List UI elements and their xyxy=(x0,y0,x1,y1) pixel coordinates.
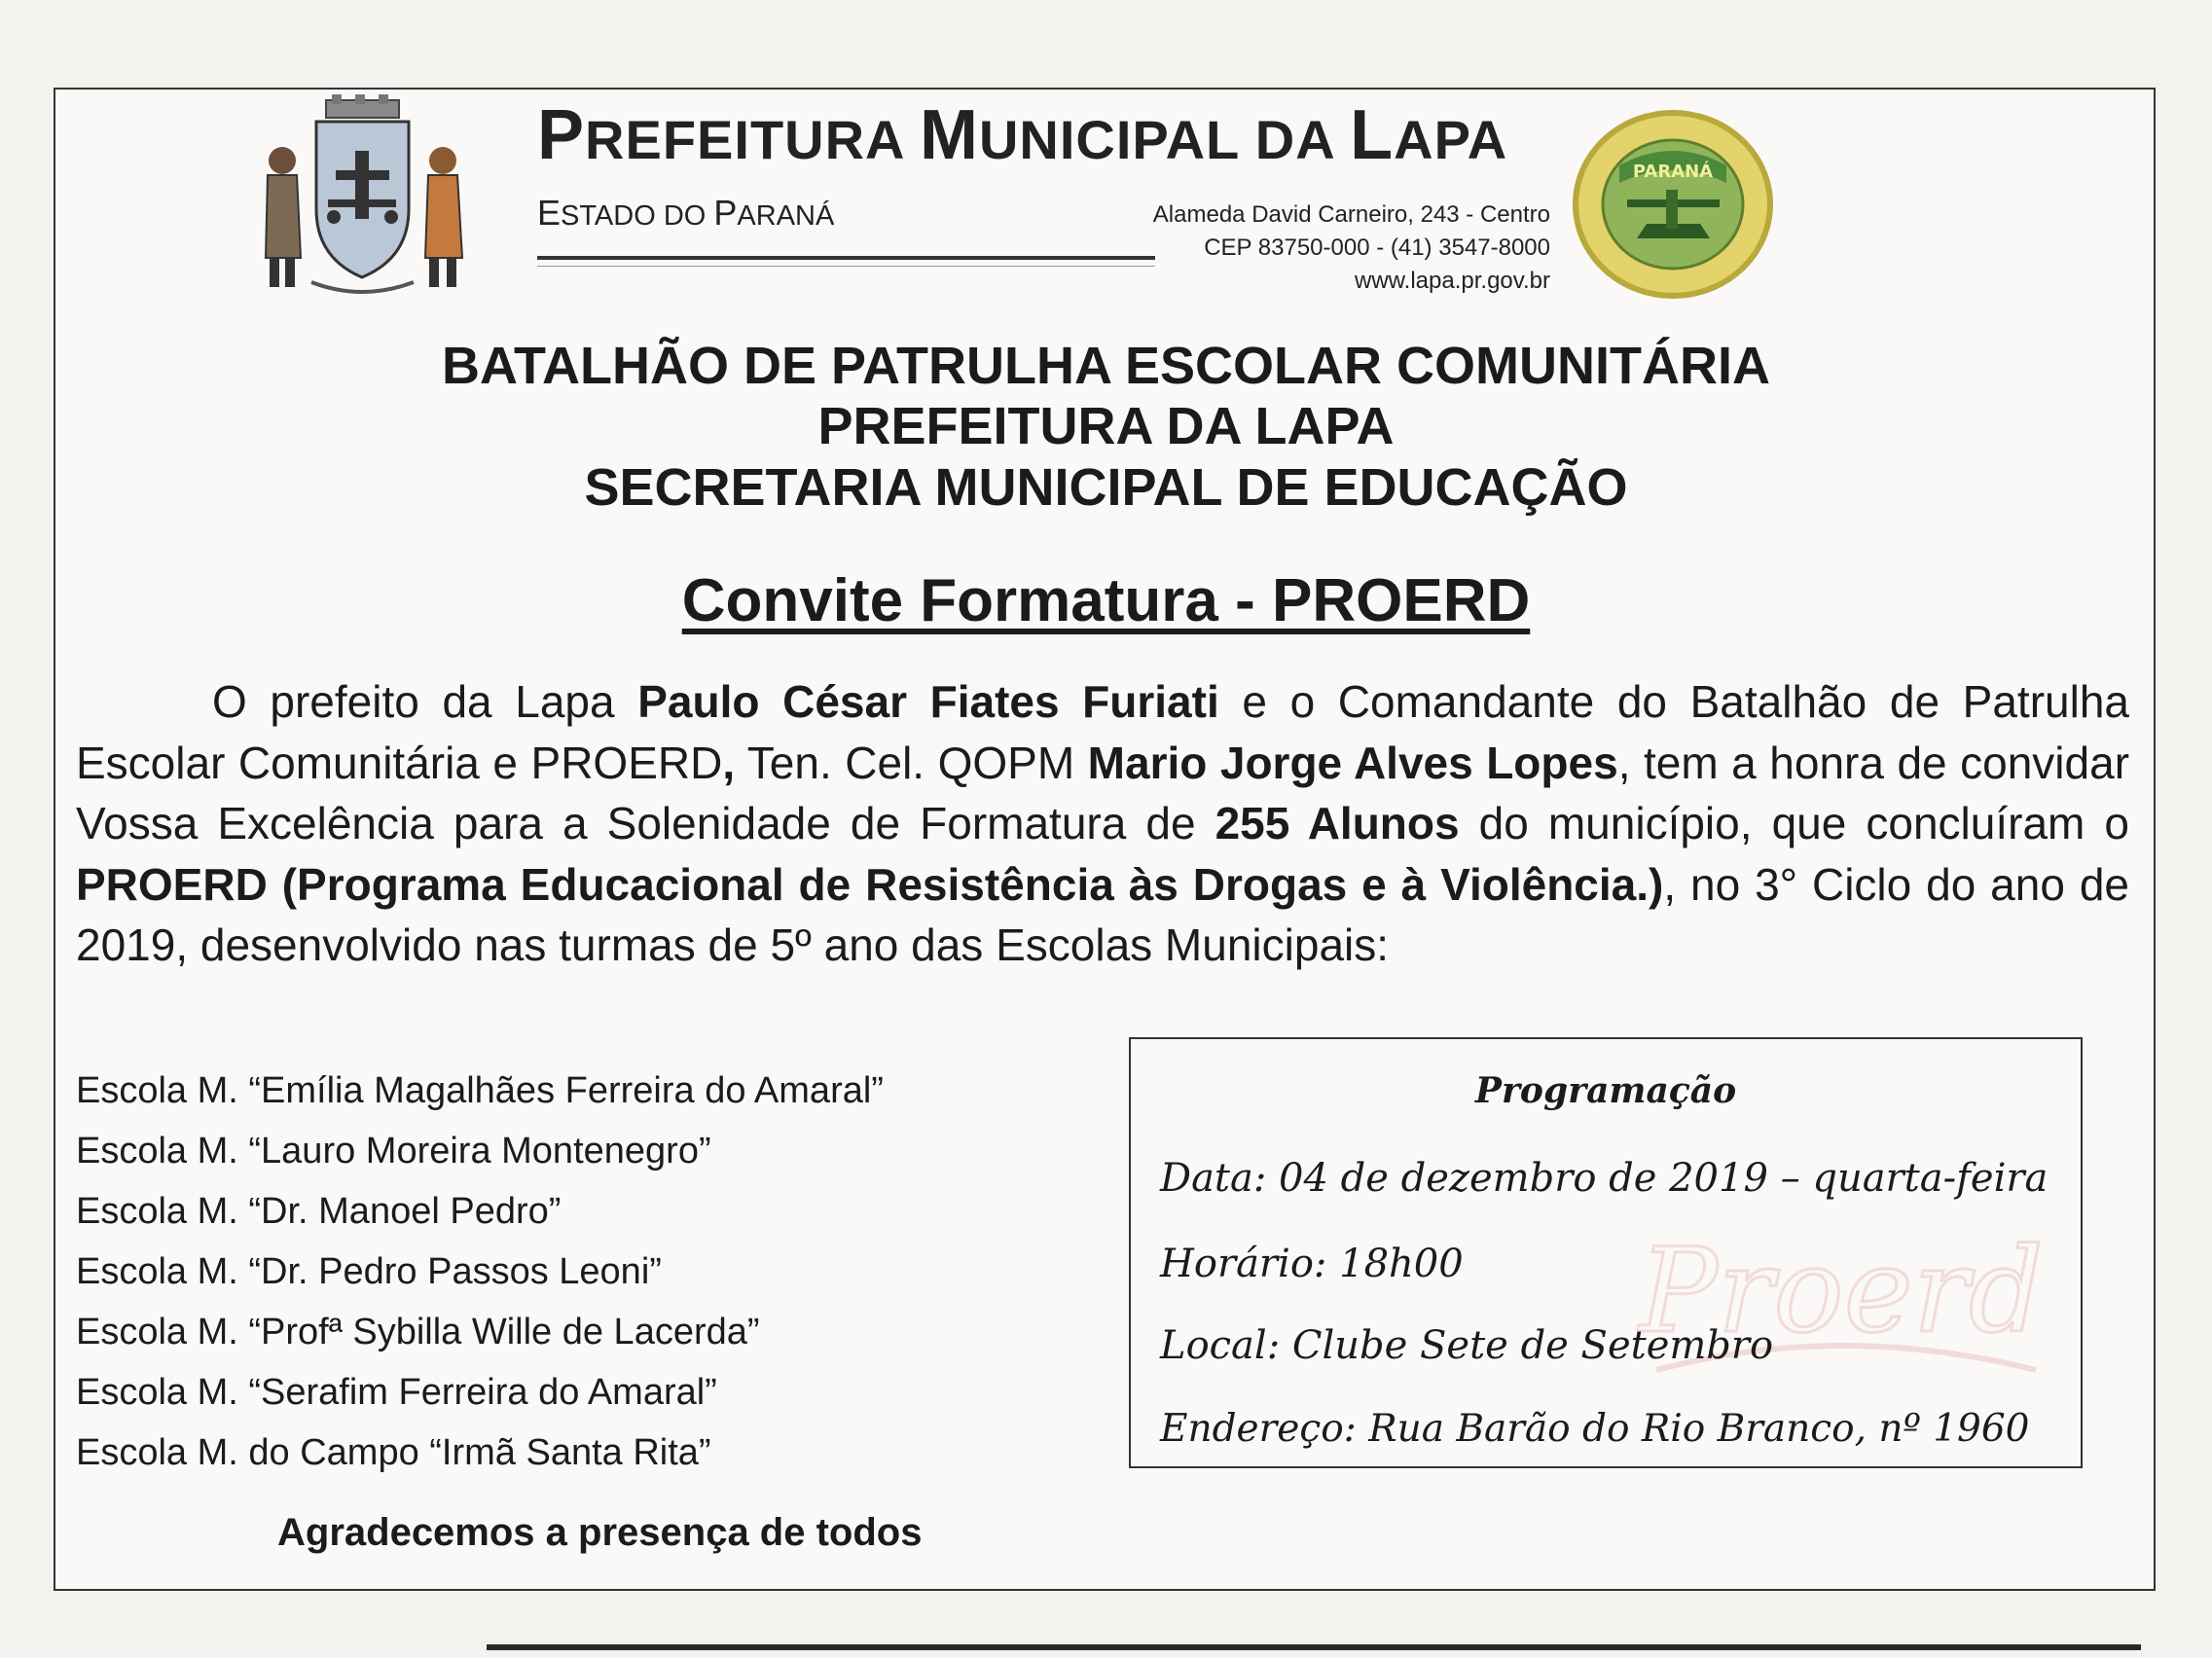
list-item: Escola M. “Dr. Pedro Passos Leoni” xyxy=(76,1251,662,1292)
address-line: Alameda David Carneiro, 243 - Centro xyxy=(1152,201,1550,228)
student-count: 255 Alunos xyxy=(1215,798,1460,848)
list-item: Escola M. do Campo “Irmã Santa Rita” xyxy=(76,1432,711,1473)
state-subtitle: ESTADO DO PARANÁ xyxy=(537,193,835,233)
mayor-name: Paulo César Fiates Furiati xyxy=(637,676,1219,727)
schools-list xyxy=(76,1061,1107,1483)
list-item: Escola M. “Serafim Ferreira do Amaral” xyxy=(76,1372,717,1413)
list-item: Escola M. “Emília Magalhães Ferreira do Amaral” xyxy=(76,1070,884,1111)
postal-phone-line: CEP 83750-000 - (41) 3547-8000 xyxy=(1204,234,1550,261)
commander-name: Mario Jorge Alves Lopes xyxy=(1087,737,1618,788)
svg-text:Proerd: Proerd xyxy=(1639,1224,2044,1359)
org-line-prefeitura: PREFEITURA DA LAPA xyxy=(817,397,1395,455)
program-name: PROERD (Programa Educacional de Resistência às Drogas e à Violência.) xyxy=(76,858,1664,910)
header-rule xyxy=(537,256,1155,260)
closing-text: Agradecemos a presença de todos xyxy=(277,1511,923,1554)
list-item: Escola M. “Lauro Moreira Montenegro” xyxy=(76,1131,711,1171)
seal-label: PARANÁ xyxy=(1632,162,1714,182)
parana-state-seal xyxy=(1569,107,1778,302)
invitation-paragraph: O prefeito da Lapa Paulo César Fiates Furiati e o Comandante do Batalhão de Patrulha Escolar Comunitária e PROERD, Ten. Cel. QOPM Mario Jorge Alves Lopes, tem a honra de convidar Vossa Excelência para a Solenidade de Formatura de 255 Alunos do município, que concluíram o PROERD (Programa Educacional de Resistência às Drogas e à Violência.), no 3° Ciclo do ano de 2019, desenvolvido nas turmas de 5º ano das Escolas Municipais: xyxy=(76,676,2130,970)
org-line-batalhao: BATALHÃO DE PATRULHA ESCOLAR COMUNITÁRIA xyxy=(442,337,1770,395)
program-time: Horário: 18h00 xyxy=(1160,1242,1464,1286)
header-rule-thin xyxy=(537,266,1155,267)
document-title: Convite Formatura - PROERD xyxy=(681,567,1531,634)
bottom-rule xyxy=(487,1644,2141,1650)
program-heading: Programação xyxy=(1474,1070,1737,1111)
org-line-secretaria: SECRETARIA MUNICIPAL DE EDUCAÇÃO xyxy=(584,458,1628,517)
lapa-coat-of-arms xyxy=(258,92,467,302)
program-address: Endereço: Rua Barão do Rio Branco, nº 1960 xyxy=(1160,1407,2030,1451)
list-item: Escola M. “Profª Sybilla Wille de Lacerda” xyxy=(76,1312,760,1352)
program-box xyxy=(1129,1037,2083,1468)
program-date: Data: 04 de dezembro de 2019 – quarta-feira xyxy=(1160,1156,2049,1201)
municipality-title: PREFEITURA MUNICIPAL DA LAPA xyxy=(537,96,1508,174)
website-line: www.lapa.pr.gov.br xyxy=(1355,268,1550,294)
list-item: Escola M. “Dr. Manoel Pedro” xyxy=(76,1191,562,1232)
proerd-watermark-logo xyxy=(1637,1175,2046,1409)
contact-block xyxy=(1153,198,1550,298)
program-location: Local: Clube Sete de Setembro xyxy=(1160,1323,1774,1368)
